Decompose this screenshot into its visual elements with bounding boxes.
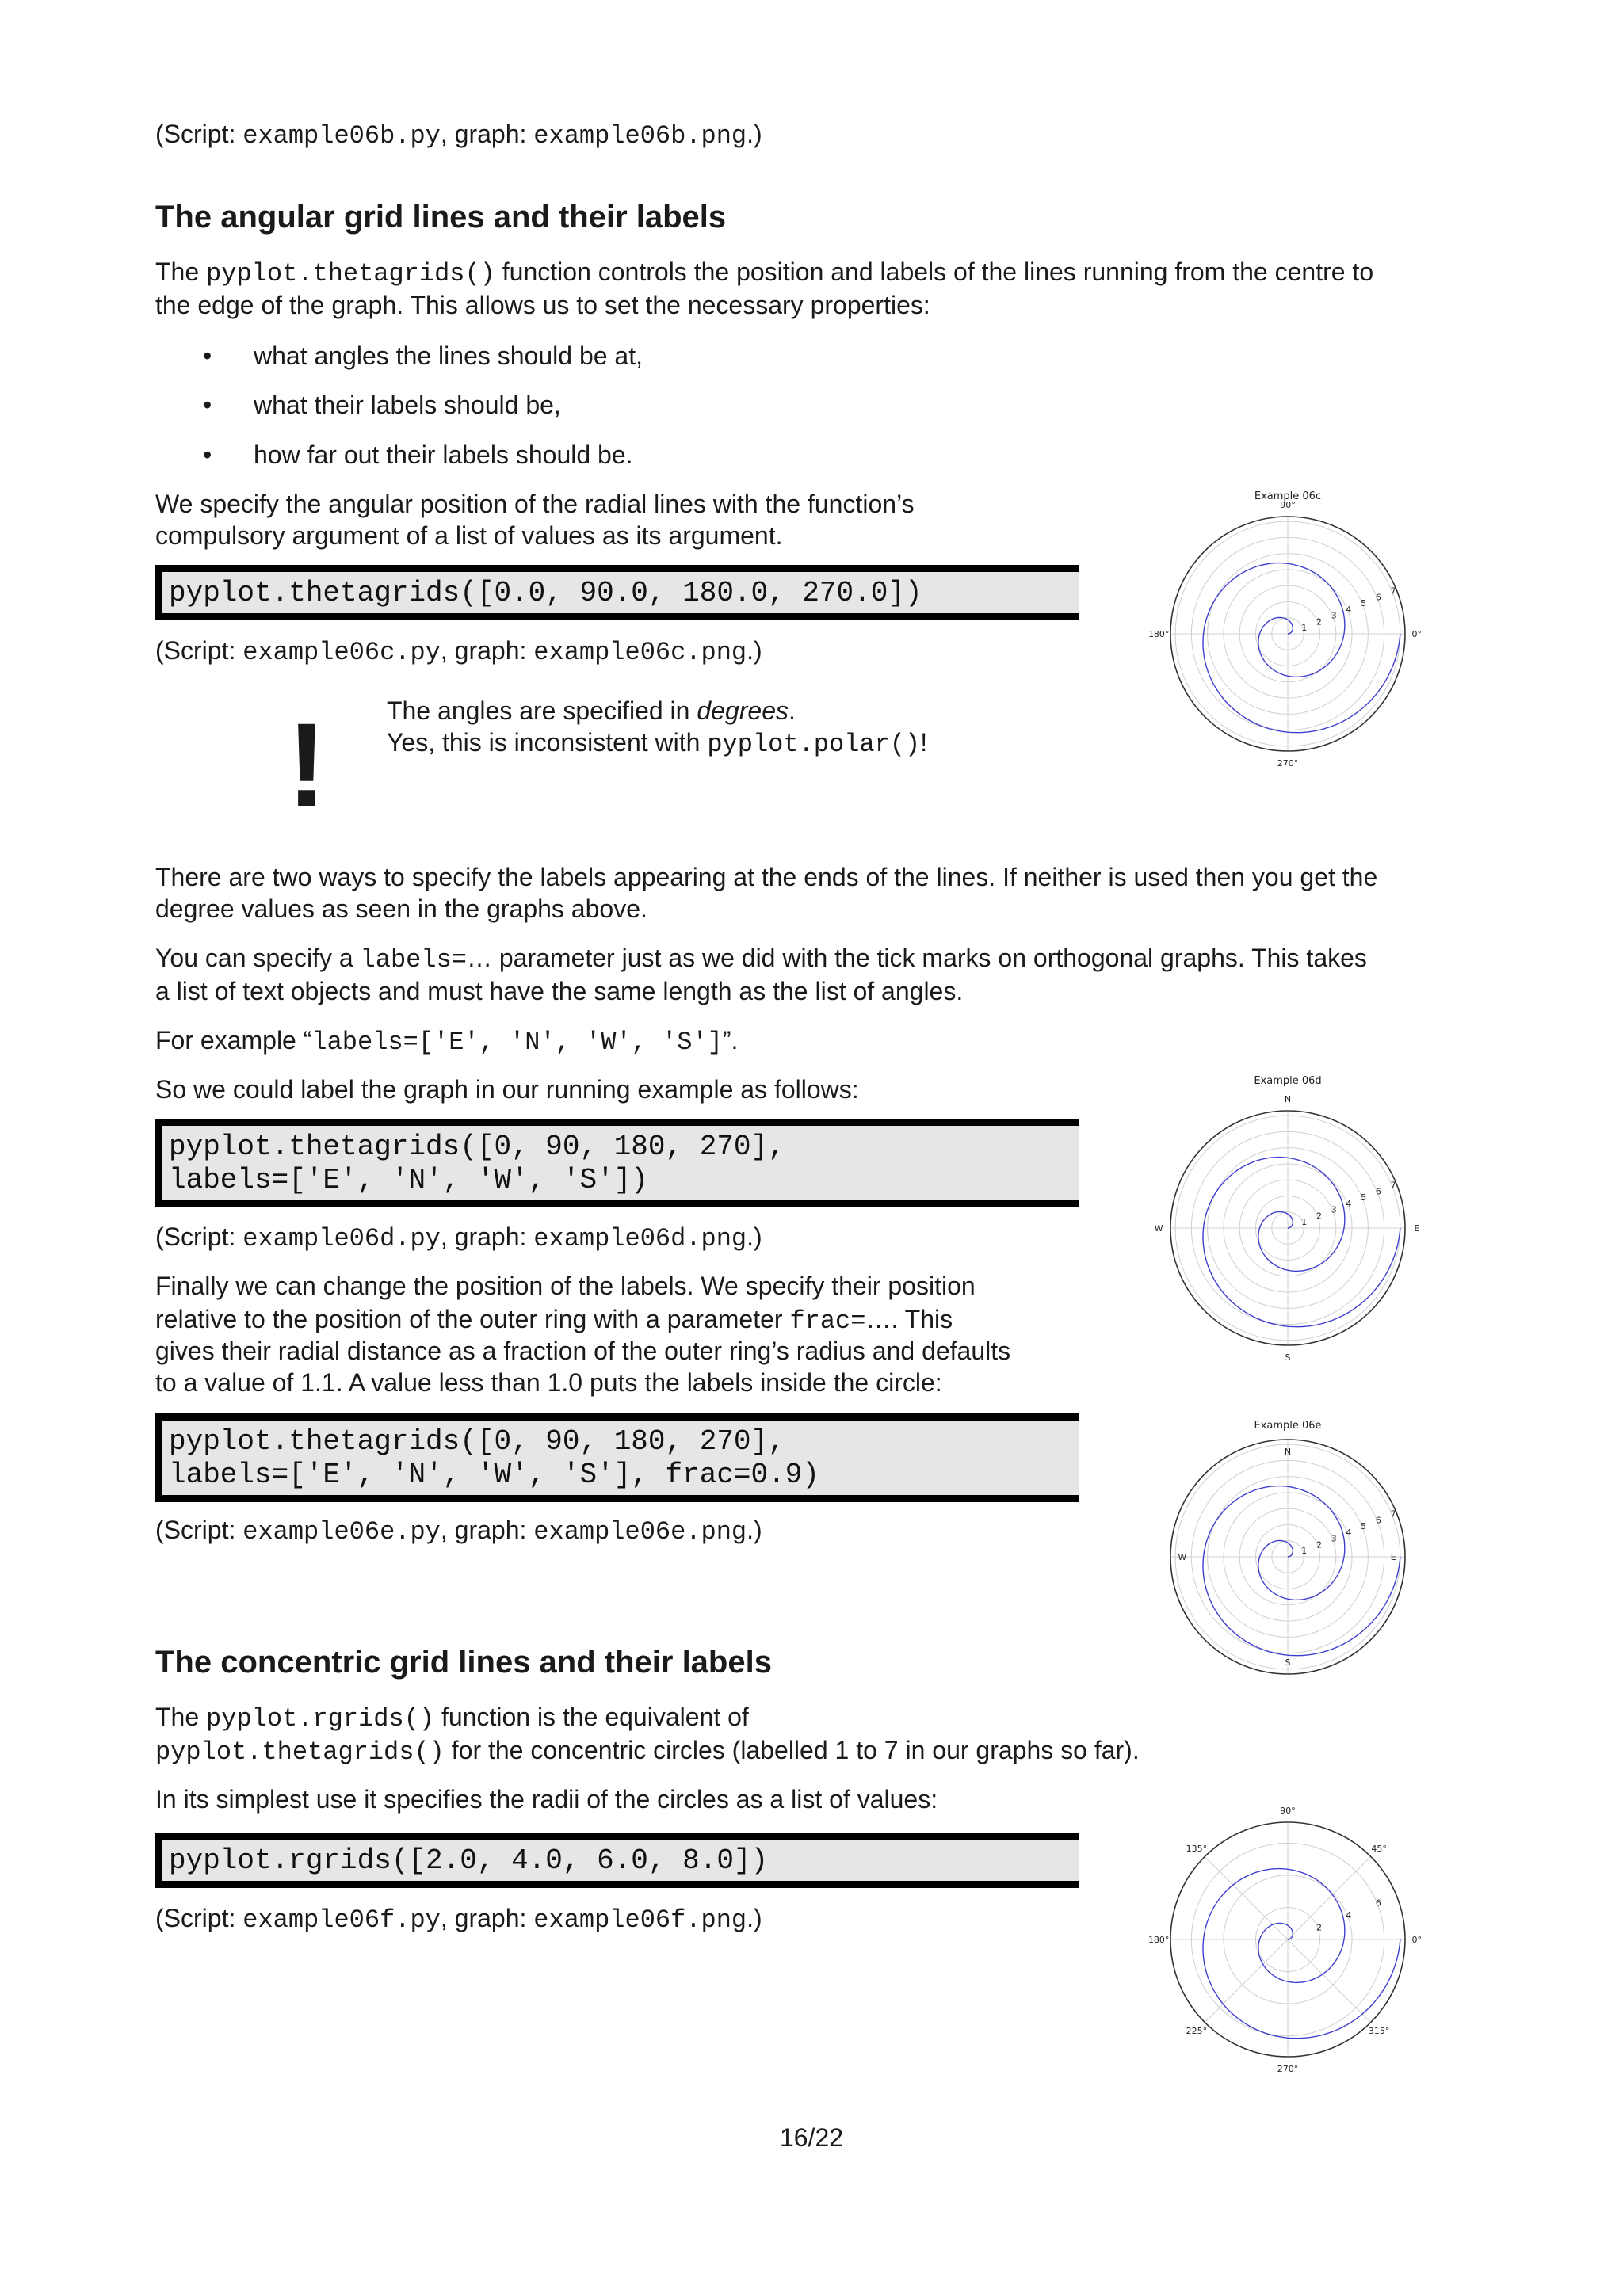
- radial-tick-label: 7: [1390, 585, 1396, 597]
- code-line: pyplot.thetagrids([0, 90, 180, 270],: [169, 1425, 785, 1458]
- angular-tick-label: S: [1285, 1352, 1291, 1363]
- radial-tick-label: 6: [1375, 1897, 1381, 1909]
- para-frac-line1: Finally we can change the position of the labels. We specify their position: [155, 1272, 976, 1300]
- angular-tick-label: 180°: [1148, 629, 1170, 639]
- concentric-p1: The pyplot.rgrids() function is the equivalent of: [155, 1703, 749, 1733]
- angular-tick-label: E: [1390, 1552, 1396, 1562]
- radial-tick-label: 6: [1375, 1186, 1381, 1197]
- page-number: 16/22: [779, 2123, 844, 2152]
- warning-exclamation-icon: !: [287, 698, 327, 831]
- radial-tick-label: 6: [1375, 1515, 1381, 1526]
- code-block-06d: [155, 1119, 1079, 1207]
- code-block-06c: [155, 565, 1079, 620]
- code-line: labels=['E', 'N', 'W', 'S'], frac=0.9): [169, 1459, 819, 1491]
- angular-tick-label: W: [1154, 1223, 1163, 1234]
- warning-line2: Yes, this is inconsistent with pyplot.polar()!: [387, 728, 928, 759]
- code-block-06e: [155, 1413, 1079, 1502]
- angular-grid-line: [1205, 1939, 1288, 2023]
- angular-tick-label: 45°: [1371, 1843, 1387, 1854]
- bullet-mark: •: [203, 441, 212, 469]
- angular-tick-label: E: [1414, 1223, 1420, 1234]
- angular-tick-label: S: [1285, 1657, 1291, 1669]
- angular-tick-label: N: [1284, 1094, 1292, 1105]
- angular-tick-label: 225°: [1186, 2026, 1208, 2037]
- angular-intro-line2: the edge of the graph. This allows us to set the necessary properties:: [155, 291, 930, 319]
- bullet-item: what their labels should be,: [254, 391, 561, 419]
- radial-tick-label: 2: [1316, 1539, 1322, 1550]
- angular-tick-label: 90°: [1280, 1806, 1296, 1817]
- radial-tick-label: 3: [1331, 1204, 1337, 1215]
- caption-06d: (Script: example06d.py, graph: example06d.png.): [155, 1222, 762, 1253]
- angular-tick-label: 90°: [1280, 500, 1296, 511]
- para-example: For example “labels=['E', 'N', 'W', 'S']”.: [155, 1026, 739, 1057]
- angular-tick-label: 270°: [1277, 2063, 1299, 2074]
- para-spec-line2: a list of text objects and must have the same length as the list of angles.: [155, 977, 964, 1005]
- angular-tick-label: 0°: [1411, 1935, 1423, 1945]
- radial-tick-label: 5: [1361, 1521, 1367, 1532]
- para-spec-line1: You can specify a labels=… parameter just as we did with the tick marks on orthogonal graphs. This takes: [155, 944, 1367, 974]
- warning-line1: The angles are specified in degrees.: [387, 696, 796, 725]
- radial-tick-label: 7: [1390, 1180, 1396, 1191]
- radial-tick-label: 1: [1301, 1546, 1308, 1557]
- code-block-06f: [155, 1833, 1079, 1888]
- concentric-p2: pyplot.thetagrids() for the concentric circles (labelled 1 to 7 in our graphs so far).: [155, 1736, 1140, 1767]
- chart-title: Example 06e: [1254, 1420, 1322, 1432]
- spiral-series-line: [1203, 563, 1400, 733]
- angular-tick-label: N: [1284, 1446, 1292, 1457]
- polar-chart-06f: [1125, 1783, 1458, 2084]
- para-frac-line2: relative to the position of the outer ring with a parameter frac=…. This: [155, 1305, 953, 1336]
- caption-06b: (Script: example06b.py, graph: example06b.png.): [155, 120, 762, 151]
- radial-tick-label: 5: [1361, 598, 1367, 609]
- code-line: pyplot.thetagrids([0, 90, 180, 270],: [169, 1131, 785, 1163]
- para-position-line2: compulsory argument of a list of values as its argument.: [155, 521, 783, 550]
- para-labels-line2: degree values as seen in the graphs above.: [155, 894, 647, 923]
- chart-title: Example 06c: [1254, 490, 1322, 502]
- bullet-item: what angles the lines should be at,: [254, 341, 643, 370]
- radial-tick-label: 3: [1331, 1533, 1337, 1544]
- section-heading-concentric: The concentric grid lines and their labels: [155, 1645, 772, 1680]
- radial-tick-label: 4: [1346, 1909, 1352, 1920]
- radial-tick-label: 2: [1316, 616, 1322, 627]
- radial-tick-label: 2: [1316, 1922, 1322, 1933]
- polar-chart-06d: [1125, 1070, 1458, 1363]
- bullet-mark: •: [203, 391, 212, 419]
- radial-tick-label: 4: [1346, 604, 1352, 615]
- caption-06c: (Script: example06c.py, graph: example06c.png.): [155, 636, 762, 667]
- para-so: So we could label the graph in our running example as follows:: [155, 1075, 859, 1104]
- chart-title: Example 06d: [1254, 1075, 1322, 1087]
- radial-tick-label: 1: [1301, 1217, 1308, 1228]
- caption-06f: (Script: example06f.py, graph: example06f.png.): [155, 1904, 762, 1935]
- concentric-p3: In its simplest use it specifies the radii of the circles as a list of values:: [155, 1785, 938, 1814]
- angular-tick-label: 0°: [1411, 629, 1423, 639]
- angular-tick-label: 315°: [1368, 2026, 1390, 2037]
- para-frac-line3: gives their radial distance as a fraction of the outer ring’s radius and defaults: [155, 1337, 1011, 1365]
- code-line: pyplot.rgrids([2.0, 4.0, 6.0, 8.0]): [169, 1844, 769, 1877]
- angular-intro-line1: The pyplot.thetagrids() function controls the position and labels of the lines running from the centre to: [155, 257, 1374, 288]
- code-line: labels=['E', 'N', 'W', 'S']): [169, 1164, 648, 1196]
- radial-tick-label: 4: [1346, 1198, 1352, 1209]
- polar-chart-06c: [1125, 483, 1458, 769]
- radial-tick-label: 3: [1331, 610, 1337, 621]
- para-labels-line1: There are two ways to specify the labels appearing at the ends of the lines. If neither is used then you get the: [155, 863, 1378, 891]
- angular-tick-label: W: [1178, 1552, 1187, 1562]
- angular-grid-line: [1288, 1939, 1371, 2023]
- radial-tick-label: 1: [1301, 623, 1308, 634]
- para-frac-line4: to a value of 1.1. A value less than 1.0 puts the labels inside the circle:: [155, 1368, 942, 1397]
- angular-tick-label: 180°: [1148, 1935, 1170, 1945]
- radial-tick-label: 7: [1390, 1508, 1396, 1520]
- bullet-item: how far out their labels should be.: [254, 441, 633, 469]
- caption-06e: (Script: example06e.py, graph: example06e.png.): [155, 1516, 762, 1547]
- radial-tick-label: 4: [1346, 1527, 1352, 1538]
- para-position-line1: We specify the angular position of the radial lines with the function’s: [155, 490, 915, 518]
- bullet-mark: •: [203, 341, 212, 370]
- polar-chart-06e: [1125, 1414, 1458, 1684]
- section-heading-angular: The angular grid lines and their labels: [155, 200, 727, 235]
- angular-grid-line: [1288, 1856, 1371, 1939]
- radial-tick-label: 5: [1361, 1192, 1367, 1203]
- angular-tick-label: 270°: [1277, 757, 1299, 769]
- spiral-series-line: [1203, 1158, 1400, 1327]
- radial-tick-label: 2: [1316, 1211, 1322, 1222]
- code-line: pyplot.thetagrids([0.0, 90.0, 180.0, 270.0]): [169, 577, 922, 609]
- angular-tick-label: 135°: [1186, 1843, 1208, 1854]
- radial-tick-label: 6: [1375, 592, 1381, 603]
- spiral-series-line: [1203, 1486, 1400, 1656]
